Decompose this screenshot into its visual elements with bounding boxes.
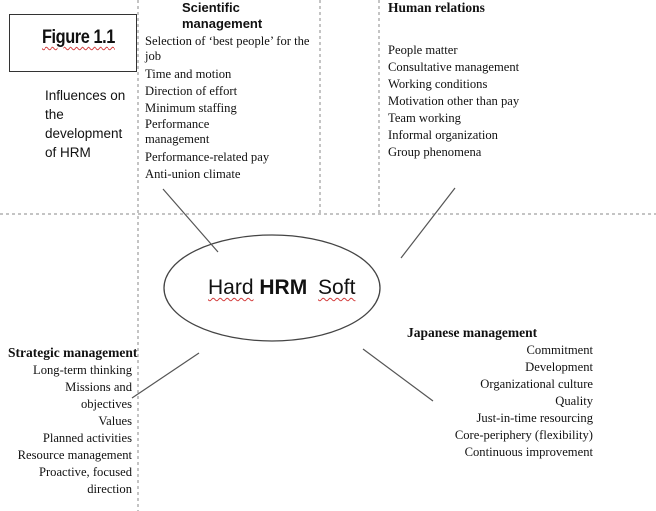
- list-item: Selection of ‘best people’ for the job: [145, 34, 310, 63]
- list-item: Organizational culture: [480, 377, 593, 391]
- list-item: Commitment: [526, 343, 593, 357]
- list-item: Minimum staffing: [145, 101, 237, 115]
- list-item: Time and motion: [145, 67, 232, 81]
- list-item: People matter: [388, 43, 458, 57]
- list-item: Consultative management: [388, 60, 520, 74]
- figure-label: [42, 27, 115, 49]
- hard-label: Hard: [208, 276, 254, 299]
- list-item: Just-in-time resourcing: [476, 411, 593, 425]
- scientific-management-list: [145, 34, 320, 183]
- connector-human-relations: [401, 188, 455, 258]
- list-item: Missions and objectives: [65, 380, 132, 411]
- strategic-management-heading: Strategic management: [8, 345, 138, 360]
- list-item: Performance-related pay: [145, 150, 270, 164]
- list-item: Development: [525, 360, 593, 374]
- figure-caption: Influences on the development of HRM: [45, 88, 126, 160]
- scientific-management-heading-line2: management: [182, 16, 263, 31]
- figure-number: Figure 1.1: [42, 27, 115, 48]
- list-item: Quality: [555, 394, 593, 408]
- list-item: Team working: [388, 111, 461, 125]
- connector-scientific: [163, 189, 218, 252]
- list-item: Direction of effort: [145, 84, 238, 98]
- soft-label: Soft: [318, 276, 356, 299]
- japanese-management-heading: Japanese management: [407, 325, 538, 340]
- list-item: Working conditions: [388, 77, 488, 91]
- list-item: Planned activities: [42, 431, 132, 445]
- hrm-center-label: [208, 276, 355, 300]
- list-item: Continuous improvement: [464, 445, 593, 459]
- human-relations-list: [388, 42, 519, 161]
- list-item: Performance management: [145, 117, 210, 146]
- list-item: Anti-union climate: [145, 167, 241, 181]
- list-item: Resource management: [17, 448, 132, 462]
- connector-strategic: [132, 353, 199, 398]
- list-item: Group phenomena: [388, 145, 482, 159]
- list-item: Motivation other than pay: [388, 94, 520, 108]
- list-item: Informal organization: [388, 128, 498, 142]
- scientific-management-heading-line1: Scientific: [182, 0, 240, 15]
- hrm-label: HRM: [259, 276, 308, 299]
- strategic-management-list: [18, 362, 132, 498]
- connector-japanese: [363, 349, 433, 401]
- list-item: Long-term thinking: [33, 363, 132, 377]
- japanese-management-list: [455, 342, 593, 461]
- list-item: Values: [98, 414, 132, 428]
- list-item: Core-periphery (flexibility): [454, 428, 593, 442]
- human-relations-heading: Human relations: [388, 0, 485, 15]
- list-item: Proactive, focused direction: [38, 465, 132, 496]
